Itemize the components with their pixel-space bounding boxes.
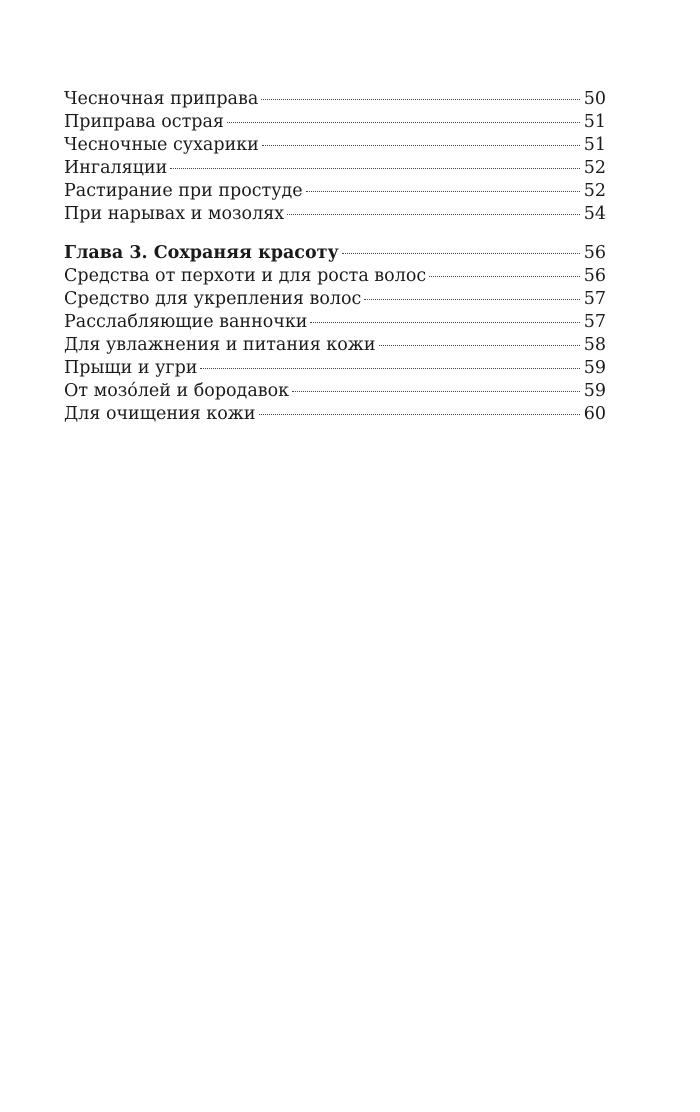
toc-entry-title: При нарывах и мозолях xyxy=(64,204,285,224)
toc-dot-leader xyxy=(429,276,580,277)
toc-chapter-title: Глава 3. Сохраняя красоту xyxy=(64,243,339,263)
toc-dot-leader xyxy=(379,345,580,346)
toc-entry[interactable] xyxy=(64,311,606,334)
toc-page-number: 59 xyxy=(583,358,606,378)
toc-page-number: 56 xyxy=(583,243,606,263)
toc-page-number: 50 xyxy=(583,89,606,109)
toc-entry-title: От мозóлей и бородавок xyxy=(64,381,290,401)
toc-dot-leader xyxy=(259,414,580,415)
toc-page-number: 52 xyxy=(583,181,606,201)
toc-dot-leader xyxy=(287,214,580,215)
toc-entry-title: Ингаляции xyxy=(64,158,168,178)
table-of-contents xyxy=(64,88,606,426)
toc-group-1 xyxy=(64,88,606,226)
toc-entry-title: Средства от перхоти и для роста волос xyxy=(64,266,427,286)
toc-entry[interactable] xyxy=(64,403,606,426)
toc-entry-title: Для увлажнения и питания кожи xyxy=(64,335,376,355)
toc-page-number: 57 xyxy=(583,289,606,309)
toc-page-number: 60 xyxy=(583,404,606,424)
toc-chapter-heading[interactable] xyxy=(64,242,606,265)
toc-entry-title: Чесночная приправа xyxy=(64,89,259,109)
toc-dot-leader xyxy=(310,322,579,323)
toc-dot-leader xyxy=(261,99,579,100)
toc-entry[interactable] xyxy=(64,334,606,357)
toc-dot-leader xyxy=(200,368,579,369)
toc-dot-leader xyxy=(306,191,580,192)
toc-entry-title: Приправа острая xyxy=(64,112,224,132)
toc-group-2 xyxy=(64,242,606,426)
toc-page-number: 54 xyxy=(583,204,606,224)
toc-dot-leader xyxy=(227,122,580,123)
toc-entry[interactable] xyxy=(64,180,606,203)
toc-page-number: 58 xyxy=(583,335,606,355)
toc-page-number: 59 xyxy=(583,381,606,401)
toc-entry[interactable] xyxy=(64,134,606,157)
toc-entry-title: Прыщи и угри xyxy=(64,358,198,378)
toc-entry[interactable] xyxy=(64,203,606,226)
toc-page-number: 51 xyxy=(583,112,606,132)
toc-page-number: 56 xyxy=(583,266,606,286)
toc-entry-title: Расслабляющие ванночки xyxy=(64,312,308,332)
toc-dot-leader xyxy=(170,168,579,169)
toc-page-number: 57 xyxy=(583,312,606,332)
toc-entry[interactable] xyxy=(64,111,606,134)
toc-entry-title: Чесночные сухарики xyxy=(64,135,259,155)
toc-entry-title: Растирание при простуде xyxy=(64,181,303,201)
toc-page-number: 51 xyxy=(583,135,606,155)
toc-entry[interactable] xyxy=(64,157,606,180)
toc-entry[interactable] xyxy=(64,88,606,111)
toc-dot-leader xyxy=(342,253,580,254)
toc-entry[interactable] xyxy=(64,380,606,403)
toc-dot-leader xyxy=(262,145,580,146)
toc-dot-leader xyxy=(292,391,580,392)
toc-entry[interactable] xyxy=(64,265,606,288)
toc-page-number: 52 xyxy=(583,158,606,178)
toc-dot-leader xyxy=(364,299,579,300)
toc-entry[interactable] xyxy=(64,288,606,311)
toc-entry[interactable] xyxy=(64,357,606,380)
toc-entry-title: Для очищения кожи xyxy=(64,404,256,424)
toc-entry-title: Средство для укрепления волос xyxy=(64,289,362,309)
